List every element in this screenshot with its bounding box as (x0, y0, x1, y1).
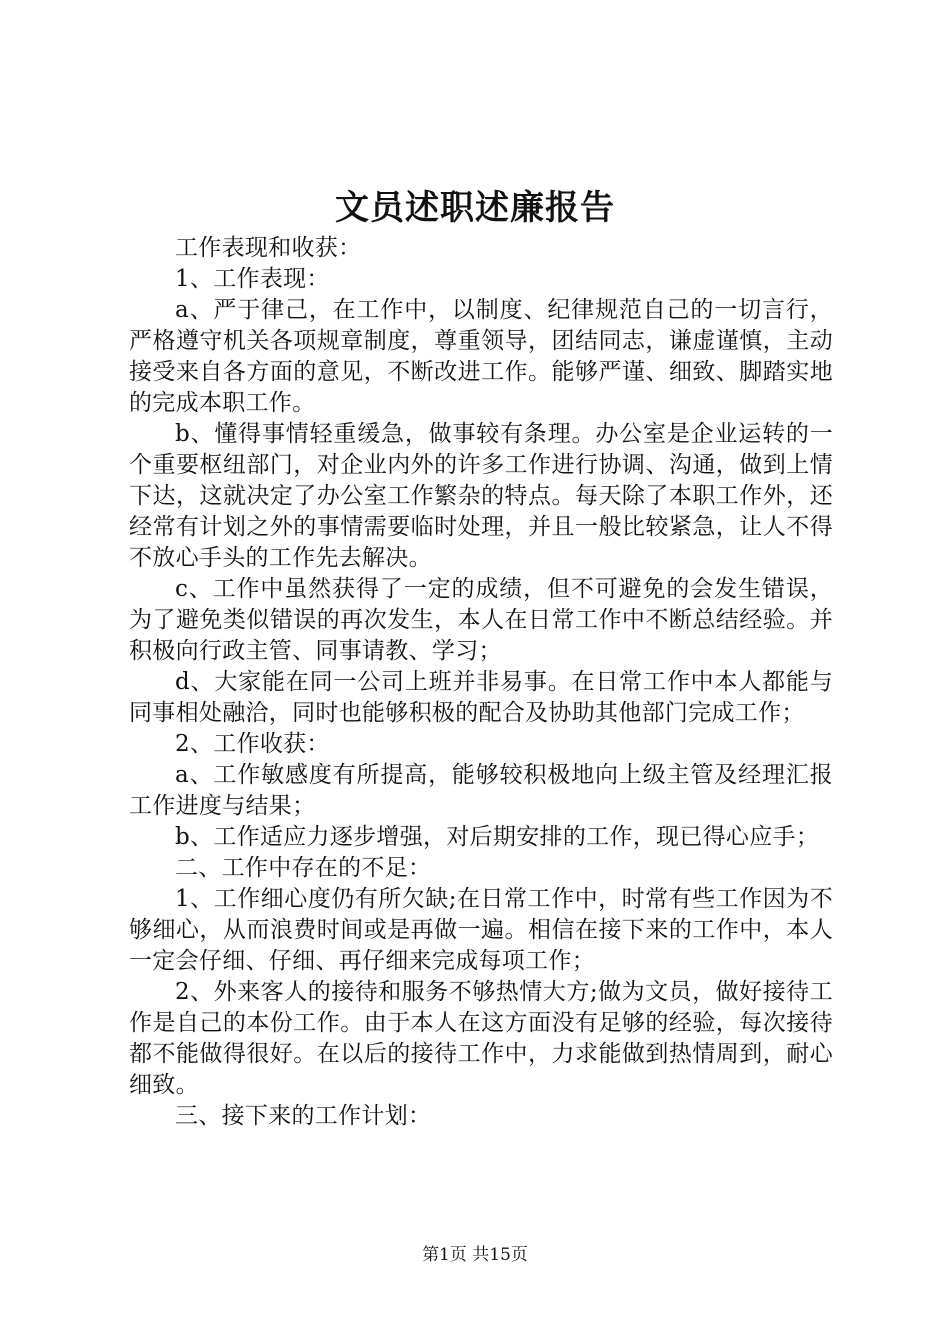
document-body (129, 233, 833, 1132)
page-footer: 第1页 共15页 (422, 1245, 528, 1265)
paragraph: 1、工作表现： (175, 266, 330, 292)
paragraph: 2、外来客人的接待和服务不够热情大方;做为文员，做好接待工作是自己的本份工作。由于本人在这方面没有足够的经验，每次接待都不能做得很好。在以后的接待工作中，力求能做到热情周到，耐心细致。 (129, 979, 833, 1098)
paragraph: a、严于律己，在工作中，以制度、纪律规范自己的一切言行，严格遵守机关各项规章制度，尊重领导，团结同志，谦虚谨慎，主动接受来自各方面的意见，不断改进工作。能够严谨、细致、脚踏实地的完成本职工作。 (129, 297, 833, 416)
paragraph: 二、工作中存在的不足： (175, 855, 432, 881)
paragraph: 2、工作收获： (175, 731, 330, 757)
paragraph: c、工作中虽然获得了一定的成绩，但不可避免的会发生错误，为了避免类似错误的再次发生，本人在日常工作中不断总结经验。并积极向行政主管、同事请教、学习； (129, 576, 833, 664)
paragraph: a、工作敏感度有所提高，能够较积极地向上级主管及经理汇报工作进度与结果； (129, 762, 833, 819)
paragraph: b、懂得事情轻重缓急，做事较有条理。办公室是企业运转的一个重要枢纽部门，对企业内外的许多工作进行协调、沟通，做到上情下达，这就决定了办公室工作繁杂的特点。每天除了本职工作外，还经常有计划之外的事情需要临时处理，并且一般比较紧急，让人不得不放心手头的工作先去解决。 (129, 421, 833, 571)
document-title: 文员述职述廉报告 (335, 188, 615, 228)
paragraph: 工作表现和收获： (175, 235, 362, 261)
paragraph: b、工作适应力逐步增强，对后期安排的工作，现已得心应手； (175, 824, 820, 850)
paragraph: 1、工作细心度仍有所欠缺;在日常工作中，时常有些工作因为不够细心，从而浪费时间或是再做一遍。相信在接下来的工作中，本人一定会仔细、仔细、再仔细来完成每项工作； (129, 886, 833, 974)
paragraph: d、大家能在同一公司上班并非易事。在日常工作中本人都能与同事相处融洽，同时也能够积极的配合及协助其他部门完成工作； (129, 669, 833, 726)
paragraph: 三、接下来的工作计划： (175, 1103, 432, 1129)
